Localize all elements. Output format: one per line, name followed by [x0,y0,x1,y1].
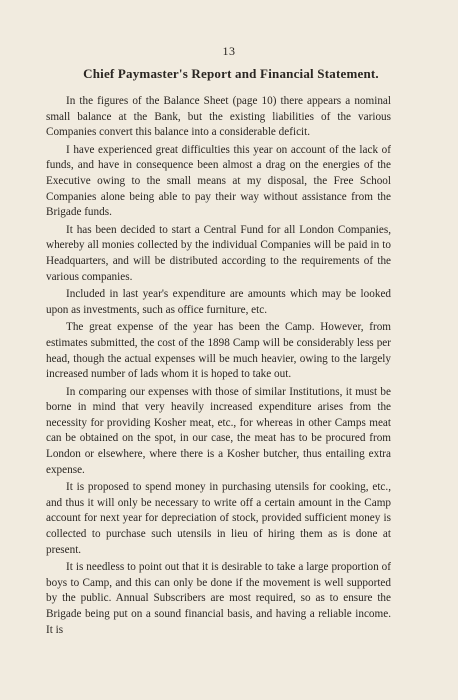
paragraph: It is proposed to spend money in purchasing utensils for cooking, etc., and thus it will only be necessary to write off a certain amount in the Camp account for next year for depreciation of stock, provided sufficient money is collected to purchase such utensils in lieu of hiring them as is done at present. [46,481,391,556]
page-number: 13 [222,44,236,58]
paragraph: In the figures of the Balance Sheet (page 10) there appears a nominal small balance at the Bank, but the existing liabilities of the various Companies convert this balance into a considerable deficit. [46,95,391,139]
page-title: Chief Paymaster's Report and Financial Statement. [83,66,379,81]
paragraph: It is needless to point out that it is desirable to take a large proportion of boys to Camp, and this can only be done if the movement is well supported by the public. Annual Subscribers are most required, so as to ensure the Brigade being put on a sound financial basis, and having a reliable income. It is [46,561,391,636]
report-body [46,94,391,640]
paragraph: The great expense of the year has been the Camp. However, from estimates submitted, the cost of the 1898 Camp will be considerably less per head, though the actual expenses will be much heavier, owing to the largely increased number of lads whom it is hoped to take out. [46,321,391,381]
paragraph: It has been decided to start a Central Fund for all London Companies, whereby all monies collected by the individual Companies will be paid in to Headquarters, and will be distributed according to the requirements of the various companies. [46,223,391,283]
paragraph: In comparing our expenses with those of similar Institutions, it must be borne in mind that very heavily increased expenditure arises from the necessity for providing Kosher meat, etc., for whereas in other Camps meat can be obtained on the spot, in our case, the meat has to be procured from London or elsewhere, where there is a Kosher butcher, thus entailing extra expense. [46,385,391,476]
paragraph: I have experienced great difficulties this year on account of the lack of funds, and have in consequence been almost a drag on the energies of the Executive owing to the small means at my disposal, the Free School Companies alone being able to pay their way without assistance from the Brigade funds. [46,143,391,219]
paragraph: Included in last year's expenditure are amounts which may be looked upon as investments, such as office furniture, etc. [46,288,391,316]
